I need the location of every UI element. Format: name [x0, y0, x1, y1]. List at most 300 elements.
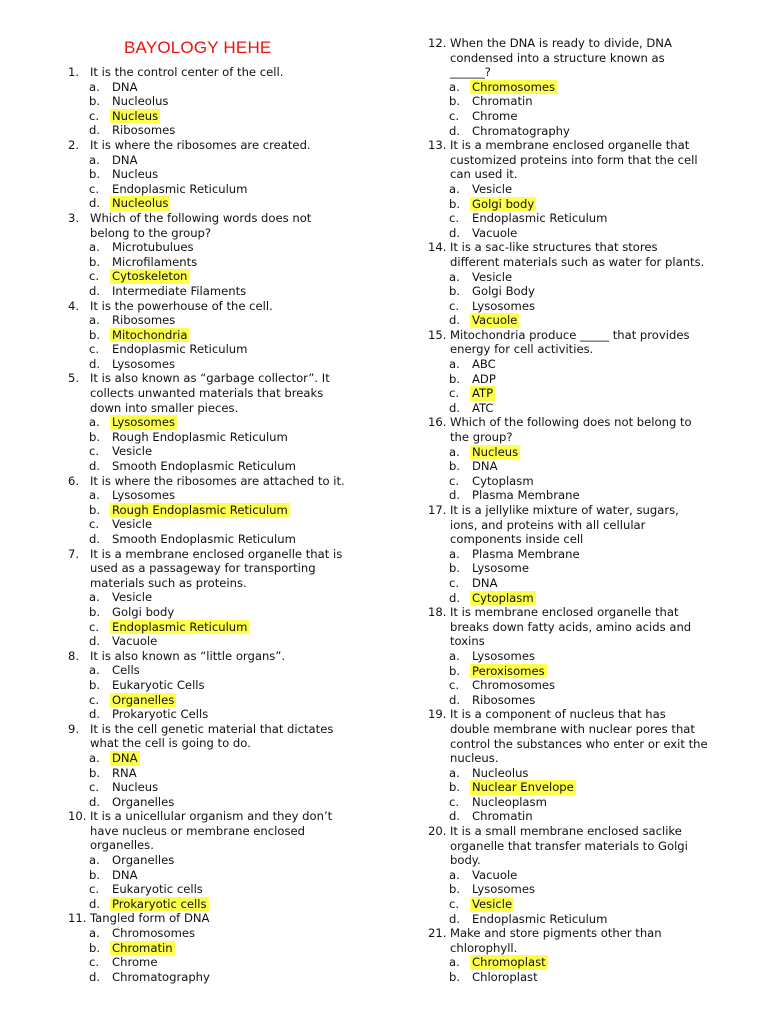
- option-text: ABC: [472, 357, 496, 372]
- question-number: 8.: [68, 648, 80, 663]
- option-letter: c.: [89, 269, 100, 284]
- question-text: Which of the following words does not: [90, 210, 312, 225]
- option-letter: a.: [89, 853, 100, 868]
- answer-option: [428, 94, 733, 109]
- option-text: DNA: [112, 79, 138, 94]
- answer-option: [68, 780, 368, 795]
- question-block: [68, 474, 368, 547]
- question-line: [428, 255, 733, 270]
- highlighted-answer: Nucleolus: [112, 196, 169, 211]
- option-text: Chrome: [112, 955, 158, 970]
- question-line: [428, 707, 733, 722]
- answer-option: [68, 707, 368, 722]
- option-letter: d.: [449, 225, 461, 240]
- question-number: 18.: [428, 605, 447, 620]
- answer-option: [428, 488, 733, 503]
- question-text: It is a component of nucleus that has: [450, 707, 666, 722]
- question-line: [428, 605, 733, 620]
- highlighted-answer: ATP: [472, 386, 494, 401]
- question-line: [428, 415, 733, 430]
- option-letter: d.: [449, 692, 461, 707]
- answer-option: [68, 795, 368, 810]
- option-letter: b.: [449, 663, 461, 678]
- question-text: the group?: [450, 430, 513, 445]
- question-text: organelle that transfer materials to Golgi: [450, 838, 688, 853]
- option-letter: c.: [449, 897, 460, 912]
- answer-option: [428, 693, 733, 708]
- question-line: [428, 138, 733, 153]
- answer-option: [68, 517, 368, 532]
- answer-option: [428, 649, 733, 664]
- option-letter: a.: [449, 181, 460, 196]
- option-letter: b.: [449, 780, 461, 795]
- option-text: Chromatography: [112, 969, 210, 984]
- answer-option-correct: [428, 664, 733, 679]
- option-letter: a.: [89, 313, 100, 328]
- question-text: It is where the ribosomes are created.: [90, 137, 311, 152]
- option-letter: b.: [89, 429, 101, 444]
- question-number: 21.: [428, 926, 447, 941]
- option-text: DNA: [112, 152, 138, 167]
- question-number: 4.: [68, 298, 80, 313]
- answer-option: [428, 124, 733, 139]
- question-text: double membrane with nuclear pores that: [450, 721, 695, 736]
- question-line: [428, 620, 733, 635]
- option-letter: b.: [449, 970, 461, 984]
- question-text: It is a sac-like structures that stores: [450, 240, 658, 255]
- question-block: [68, 722, 368, 810]
- question-line: [428, 36, 733, 51]
- option-text: Nucleus: [112, 780, 159, 795]
- option-text: Rough Endoplasmic Reticulum: [112, 429, 288, 444]
- answer-option: [428, 868, 733, 883]
- answer-option-correct: [68, 620, 368, 635]
- question-text: can used it.: [450, 167, 518, 182]
- option-letter: c.: [89, 619, 100, 634]
- question-line: [68, 401, 368, 416]
- option-text: Vesicle: [472, 181, 513, 196]
- answer-option-correct: [428, 80, 733, 95]
- question-text: Tangled form of DNA: [90, 911, 210, 926]
- answer-option: [68, 882, 368, 897]
- option-text: Ribosomes: [472, 692, 536, 707]
- option-text: Chromatin: [472, 809, 533, 824]
- option-text: Prokaryotic Cells: [112, 707, 209, 722]
- option-letter: c.: [89, 444, 100, 459]
- question-text: Make and store pigments other than: [450, 926, 662, 941]
- option-letter: a.: [449, 269, 460, 284]
- answer-option: [428, 809, 733, 824]
- question-number: 17.: [428, 503, 447, 517]
- option-letter: c.: [89, 692, 100, 707]
- question-line: [428, 532, 733, 547]
- answer-option: [428, 284, 733, 299]
- answer-option: [68, 970, 368, 985]
- question-text: organelles.: [90, 838, 154, 853]
- question-line: [428, 65, 733, 80]
- option-letter: d.: [89, 532, 101, 546]
- question-number: 19.: [428, 707, 447, 722]
- option-text: Endoplasmic Reticulum: [112, 342, 248, 357]
- highlighted-answer: Cytoplasm: [472, 590, 534, 605]
- question-line: [68, 809, 368, 824]
- answer-option: [68, 182, 368, 197]
- option-letter: c.: [89, 882, 100, 897]
- question-text: ______?: [450, 65, 491, 80]
- option-text: Nucleolus: [472, 765, 529, 780]
- highlighted-answer: Lysosomes: [112, 415, 175, 430]
- question-line: [68, 649, 368, 664]
- option-letter: a.: [89, 240, 100, 255]
- option-letter: a.: [89, 79, 100, 94]
- answer-option: [428, 576, 733, 591]
- question-text: It is the cell genetic material that dictates: [90, 721, 334, 736]
- option-text: Vesicle: [112, 517, 153, 532]
- question-block: [68, 911, 368, 984]
- answer-option: [428, 474, 733, 489]
- answer-option-correct: [428, 313, 733, 328]
- answer-option-correct: [68, 503, 368, 518]
- highlighted-answer: Prokaryotic cells: [112, 896, 207, 911]
- answer-option: [428, 357, 733, 372]
- answer-option-correct: [428, 955, 733, 970]
- option-letter: b.: [449, 371, 461, 386]
- option-text: Ribosomes: [112, 123, 176, 138]
- option-text: Microtubulues: [112, 240, 194, 255]
- question-text: ions, and proteins with all cellular: [450, 517, 646, 532]
- answer-option: [428, 270, 733, 285]
- option-text: Vacuole: [472, 867, 518, 882]
- option-letter: c.: [449, 794, 460, 809]
- question-block: [68, 299, 368, 372]
- option-text: Chloroplast: [472, 970, 538, 984]
- option-text: Vesicle: [112, 444, 153, 459]
- question-line: [68, 138, 368, 153]
- question-block: [428, 824, 733, 926]
- option-letter: d.: [449, 809, 461, 824]
- option-letter: d.: [449, 123, 461, 138]
- question-line: [68, 547, 368, 562]
- option-letter: b.: [449, 284, 461, 299]
- option-letter: d.: [89, 196, 101, 211]
- question-text: It is where the ribosomes are attached to it.: [90, 473, 345, 488]
- option-letter: b.: [89, 254, 101, 269]
- answer-option: [68, 532, 368, 547]
- answer-option: [428, 211, 733, 226]
- question-line: [68, 371, 368, 386]
- question-text: materials such as proteins.: [90, 575, 247, 590]
- option-letter: a.: [449, 867, 460, 882]
- option-letter: b.: [449, 459, 461, 474]
- option-letter: a.: [89, 415, 100, 430]
- question-number: 6.: [68, 473, 80, 488]
- option-text: Vesicle: [472, 269, 513, 284]
- option-letter: d.: [89, 283, 101, 298]
- option-text: Smooth Endoplasmic Reticulum: [112, 532, 296, 546]
- option-text: Lysosomes: [112, 488, 175, 503]
- option-letter: b.: [89, 940, 101, 955]
- question-text: body.: [450, 853, 481, 868]
- answer-option: [68, 605, 368, 620]
- answer-option: [428, 459, 733, 474]
- question-line: [68, 722, 368, 737]
- answer-option: [68, 955, 368, 970]
- question-line: [428, 503, 733, 518]
- option-text: DNA: [472, 575, 498, 590]
- option-letter: b.: [449, 882, 461, 897]
- option-letter: d.: [89, 634, 101, 649]
- highlighted-answer: Vesicle: [472, 897, 513, 912]
- option-letter: a.: [449, 546, 460, 561]
- question-text: belong to the group?: [90, 225, 212, 240]
- answer-option: [428, 226, 733, 241]
- answer-option-correct: [428, 591, 733, 606]
- answer-option: [68, 444, 368, 459]
- question-block: [68, 547, 368, 649]
- question-number: 14.: [428, 240, 447, 255]
- highlighted-answer: Vacuole: [472, 313, 518, 328]
- answer-option: [428, 766, 733, 781]
- answer-option-correct: [68, 415, 368, 430]
- question-text: toxins: [450, 634, 485, 649]
- question-line: [428, 853, 733, 868]
- answer-option-correct: [68, 751, 368, 766]
- option-letter: b.: [89, 765, 101, 780]
- question-block: [428, 328, 733, 416]
- question-line: [428, 240, 733, 255]
- option-text: Microfilaments: [112, 254, 198, 269]
- option-letter: d.: [89, 707, 101, 722]
- question-text: collects unwanted materials that breaks: [90, 386, 324, 401]
- question-block: [68, 211, 368, 299]
- answer-option: [68, 459, 368, 474]
- option-text: Lysosomes: [112, 356, 175, 371]
- answer-option: [68, 926, 368, 941]
- highlighted-answer: Peroxisomes: [472, 663, 545, 678]
- option-text: DNA: [112, 867, 138, 882]
- option-text: Vacuole: [112, 634, 158, 649]
- answer-option: [428, 882, 733, 897]
- option-letter: b.: [89, 502, 101, 517]
- option-text: Cells: [112, 663, 140, 678]
- option-letter: d.: [89, 356, 101, 371]
- right-question-column: [428, 36, 733, 985]
- option-text: Plasma Membrane: [472, 546, 580, 561]
- answer-option: [428, 970, 733, 985]
- answer-option: [68, 590, 368, 605]
- option-text: Plasma Membrane: [472, 488, 580, 503]
- highlighted-answer: Endoplasmic Reticulum: [112, 619, 248, 634]
- question-line: [428, 51, 733, 66]
- option-letter: d.: [89, 459, 101, 474]
- question-text: energy for cell activities.: [450, 342, 594, 357]
- question-text: customized proteins into form that the cell: [450, 152, 698, 167]
- option-text: Smooth Endoplasmic Reticulum: [112, 459, 296, 474]
- question-text: breaks down fatty acids, amino acids and: [450, 619, 692, 634]
- option-letter: a.: [89, 926, 100, 941]
- answer-option: [68, 868, 368, 883]
- highlighted-answer: Chromatin: [112, 940, 173, 955]
- answer-option: [68, 488, 368, 503]
- question-text: It is the powerhouse of the cell.: [90, 298, 273, 313]
- question-line: [428, 926, 733, 941]
- option-text: ADP: [472, 371, 496, 386]
- question-text: It is also known as “garbage collector”. It: [90, 371, 330, 386]
- option-text: Lysosomes: [472, 882, 535, 897]
- option-letter: d.: [89, 896, 101, 911]
- option-letter: c.: [449, 108, 460, 123]
- option-letter: c.: [89, 955, 100, 970]
- option-letter: b.: [449, 561, 461, 576]
- option-letter: a.: [89, 152, 100, 167]
- question-line: [68, 838, 368, 853]
- question-line: [428, 824, 733, 839]
- option-letter: b.: [89, 94, 101, 109]
- answer-option: [428, 372, 733, 387]
- question-text: down into smaller pieces.: [90, 400, 239, 415]
- question-line: [68, 211, 368, 226]
- option-letter: c.: [449, 386, 460, 401]
- answer-option: [68, 167, 368, 182]
- question-line: [68, 911, 368, 926]
- question-block: [68, 649, 368, 722]
- question-line: [68, 474, 368, 489]
- question-text: It is a membrane enclosed organelle that is: [90, 546, 343, 561]
- question-text: control the substances who enter or exit the: [450, 736, 708, 751]
- highlighted-answer: Golgi body: [472, 196, 535, 211]
- option-text: Eukaryotic Cells: [112, 677, 205, 692]
- answer-option: [68, 313, 368, 328]
- question-line: [428, 342, 733, 357]
- option-letter: b.: [449, 196, 461, 211]
- question-number: 10.: [68, 809, 87, 824]
- question-number: 13.: [428, 138, 447, 153]
- option-letter: b.: [89, 327, 101, 342]
- option-letter: c.: [449, 575, 460, 590]
- answer-option: [428, 109, 733, 124]
- option-text: Eukaryotic cells: [112, 882, 203, 897]
- question-block: [428, 36, 733, 138]
- option-letter: d.: [449, 590, 461, 605]
- answer-option: [68, 284, 368, 299]
- question-line: [428, 167, 733, 182]
- option-text: Chromosomes: [112, 926, 196, 941]
- question-block: [68, 371, 368, 473]
- answer-option-correct: [68, 328, 368, 343]
- answer-option-correct: [428, 386, 733, 401]
- answer-option: [68, 94, 368, 109]
- question-text: It is membrane enclosed organelle that: [450, 605, 679, 620]
- option-letter: a.: [89, 488, 100, 503]
- answer-option: [428, 547, 733, 562]
- question-line: [68, 65, 368, 80]
- answer-option-correct: [68, 196, 368, 211]
- highlighted-answer: Rough Endoplasmic Reticulum: [112, 502, 288, 517]
- answer-option-correct: [68, 941, 368, 956]
- answer-option-correct: [68, 693, 368, 708]
- option-text: Endoplasmic Reticulum: [112, 181, 248, 196]
- highlighted-answer: Mitochondria: [112, 327, 188, 342]
- option-text: Nucleus: [112, 167, 159, 182]
- answer-option-correct: [428, 445, 733, 460]
- answer-option: [428, 401, 733, 416]
- question-number: 20.: [428, 824, 447, 839]
- answer-option: [428, 561, 733, 576]
- answer-option: [68, 240, 368, 255]
- question-text: It is a jellylike mixture of water, sugars,: [450, 503, 679, 517]
- highlighted-answer: DNA: [112, 750, 138, 765]
- highlighted-answer: Nucleus: [472, 444, 519, 459]
- option-letter: a.: [89, 590, 100, 605]
- answer-option: [68, 663, 368, 678]
- option-letter: b.: [89, 167, 101, 182]
- question-block: [428, 707, 733, 824]
- option-text: Chromatography: [472, 123, 570, 138]
- option-text: Ribosomes: [112, 313, 176, 328]
- option-text: Lysosomes: [472, 298, 535, 313]
- option-letter: d.: [449, 488, 461, 503]
- option-letter: d.: [89, 123, 101, 138]
- question-text: have nucleus or membrane enclosed: [90, 823, 305, 838]
- option-letter: a.: [449, 444, 460, 459]
- question-text: condensed into a structure known as: [450, 50, 665, 65]
- highlighted-answer: Nuclear Envelope: [472, 780, 574, 795]
- option-text: Endoplasmic Reticulum: [472, 211, 608, 226]
- answer-option: [68, 123, 368, 138]
- answer-option: [68, 80, 368, 95]
- option-letter: a.: [89, 750, 100, 765]
- answer-option-correct: [428, 897, 733, 912]
- option-text: Organelles: [112, 794, 175, 809]
- question-number: 9.: [68, 721, 80, 736]
- option-letter: b.: [449, 94, 461, 109]
- option-letter: b.: [89, 867, 101, 882]
- question-number: 7.: [68, 546, 80, 561]
- question-text: Which of the following does not belong to: [450, 415, 692, 430]
- question-text: It is a small membrane enclosed saclike: [450, 824, 682, 839]
- option-letter: c.: [89, 181, 100, 196]
- question-line: [428, 722, 733, 737]
- option-text: Golgi Body: [472, 284, 535, 299]
- question-number: 2.: [68, 137, 80, 152]
- option-text: Vacuole: [472, 225, 518, 240]
- answer-option: [428, 912, 733, 927]
- option-letter: a.: [449, 765, 460, 780]
- question-line: [428, 737, 733, 752]
- question-block: [428, 503, 733, 605]
- highlighted-answer: Cytoskeleton: [112, 269, 188, 284]
- question-line: [68, 736, 368, 751]
- answer-option-correct: [428, 197, 733, 212]
- option-letter: c.: [89, 517, 100, 532]
- question-text: It is the control center of the cell.: [90, 65, 284, 79]
- question-text: When the DNA is ready to divide, DNA: [450, 36, 672, 50]
- question-line: [68, 386, 368, 401]
- answer-option: [428, 299, 733, 314]
- option-letter: b.: [89, 677, 101, 692]
- answer-option: [68, 342, 368, 357]
- question-line: [428, 328, 733, 343]
- option-letter: a.: [449, 955, 460, 970]
- answer-option: [428, 795, 733, 810]
- left-question-column: [68, 65, 368, 984]
- answer-option-correct: [428, 780, 733, 795]
- question-text: It is also known as “little organs”.: [90, 648, 286, 663]
- question-block: [428, 240, 733, 328]
- question-line: [68, 299, 368, 314]
- answer-option: [68, 678, 368, 693]
- answer-option-correct: [68, 109, 368, 124]
